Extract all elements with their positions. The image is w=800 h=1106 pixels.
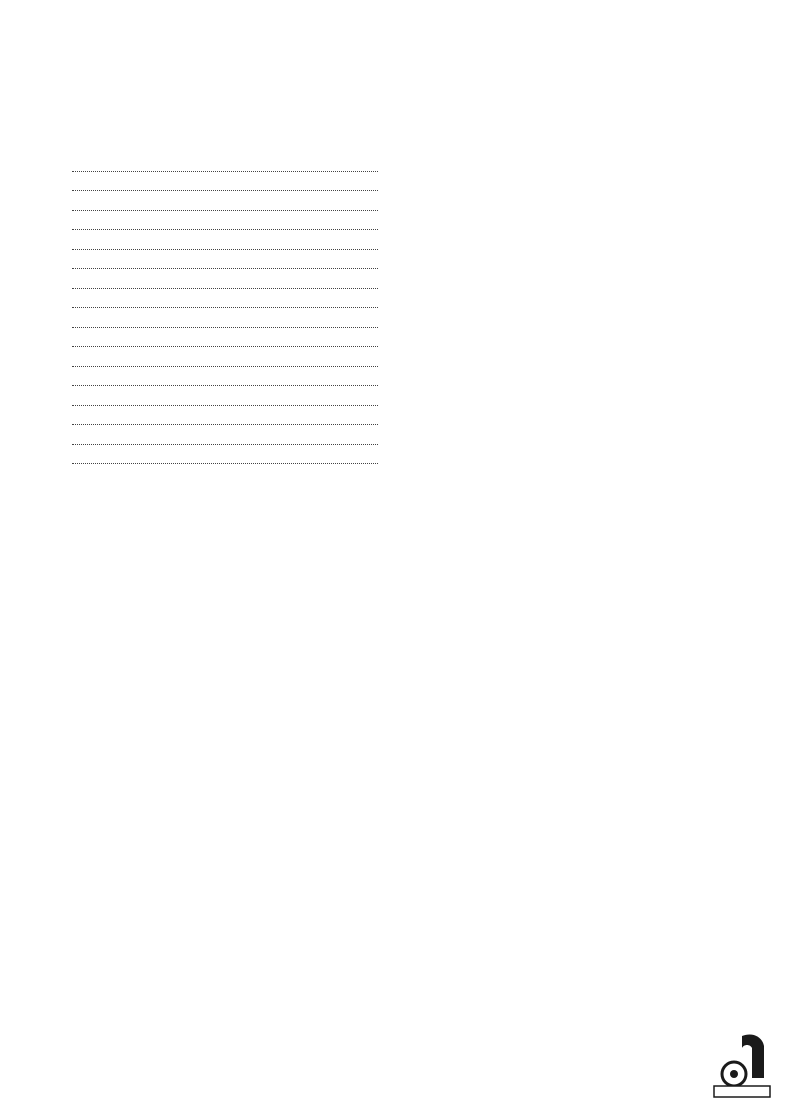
toc-entry [68,274,408,294]
toc-entry [68,157,408,177]
toc-entry [68,313,408,333]
toc-entry [68,177,408,197]
cagiva-logo-icon [712,1030,772,1100]
toc-entry [68,294,408,314]
toc-entry [68,372,408,392]
toc-entry [68,333,408,353]
toc-entry [68,430,408,450]
dot-leader [72,365,378,367]
dot-leader [72,423,378,425]
toc-entry [68,235,408,255]
dot-leader [72,267,378,269]
dot-leader [72,306,378,308]
dot-leader [72,228,378,230]
dot-leader [72,443,378,445]
dot-leader [72,384,378,386]
dot-leader [72,170,378,172]
dot-leader [72,248,378,250]
toc-entry [68,216,408,236]
dot-leader [72,326,378,328]
dot-leader [72,189,378,191]
toc-entry [68,411,408,431]
bottom-barcode-strip [0,1040,760,1084]
toc-entry [68,450,408,470]
dot-leader [72,345,378,347]
toc-entry [68,255,408,275]
toc-entry [68,196,408,216]
dot-leader [72,462,378,464]
top-barcode-strip [0,98,780,108]
dot-leader [72,209,378,211]
toc-entry [68,352,408,372]
dot-leader [72,404,378,406]
dot-leader [72,287,378,289]
table-of-contents [68,157,408,469]
toc-entry [68,391,408,411]
